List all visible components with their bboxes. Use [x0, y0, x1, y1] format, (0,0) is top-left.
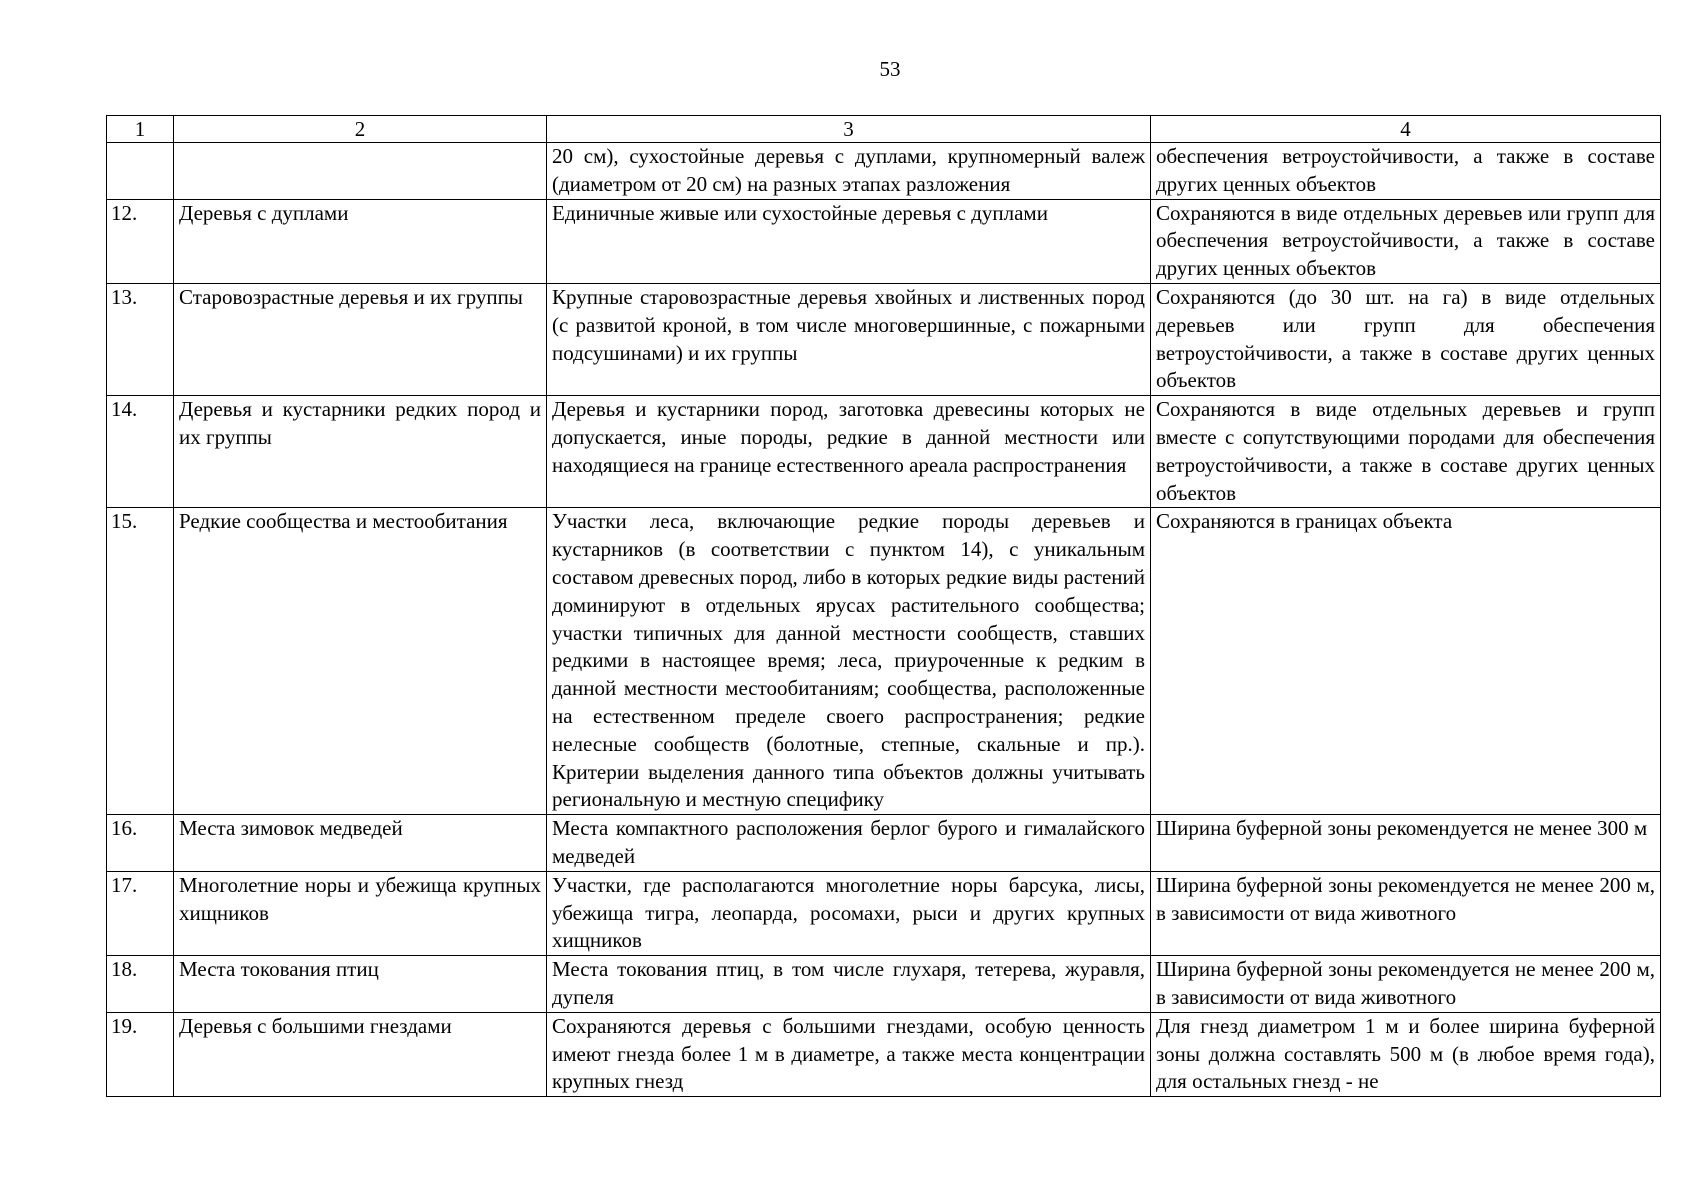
row-number: 14.: [107, 396, 174, 508]
table-row: [107, 283, 1661, 395]
row-number: 13.: [107, 283, 174, 395]
column-header: 2: [174, 116, 547, 143]
table-row: [107, 956, 1661, 1013]
table-row: [107, 143, 1661, 200]
object-description: Участки, где располагаются многолетние норы барсука, лисы, убежища тигра, леопарда, росомахи, рыси и других крупных хищников: [547, 871, 1151, 955]
preservation-measures: Ширина буферной зоны рекомендуется не менее 200 м, в зависимости от вида животного: [1151, 871, 1661, 955]
preservation-measures: Ширина буферной зоны рекомендуется не менее 300 м: [1151, 815, 1661, 872]
criteria-table: [106, 115, 1661, 1097]
column-header: 1: [107, 116, 174, 143]
object-name: Места токования птиц: [174, 956, 547, 1013]
object-name: Деревья с дуплами: [174, 199, 547, 283]
preservation-measures: Сохраняются в виде отдельных деревьев и групп вместе с сопутствующими породами для обеспечения ветроустойчивости, а также в составе других ценных объектов: [1151, 396, 1661, 508]
object-name: Старовозрастные деревья и их группы: [174, 283, 547, 395]
table-row: [107, 199, 1661, 283]
row-number: 18.: [107, 956, 174, 1013]
table-row: [107, 871, 1661, 955]
preservation-measures: Сохраняются (до 30 шт. на га) в виде отдельных деревьев или групп для обеспечения ветроустойчивости, а также в составе других ценных объектов: [1151, 283, 1661, 395]
object-name: Деревья и кустарники редких пород и их группы: [174, 396, 547, 508]
preservation-measures: Сохраняются в границах объекта: [1151, 508, 1661, 815]
object-name: Редкие сообщества и местообитания: [174, 508, 547, 815]
object-description: Места компактного расположения берлог бурого и гималайского медведей: [547, 815, 1151, 872]
page-number: 53: [879, 57, 901, 81]
row-number: 16.: [107, 815, 174, 872]
object-description: Крупные старовозрастные деревья хвойных и лиственных пород (с развитой кроной, в том числе многовершинные, с пожарными подсушинами) и их группы: [547, 283, 1151, 395]
object-description: Деревья и кустарники пород, заготовка древесины которых не допускается, иные породы, редкие в данной местности или находящиеся на границе естественного ареала распространения: [547, 396, 1151, 508]
preservation-measures: обеспечения ветроустойчивости, а также в составе других ценных объектов: [1151, 143, 1661, 200]
object-description: Участки леса, включающие редкие породы деревьев и кустарников (в соответствии с пунктом 14), с уникальным составом древесных пород, либо в которых редкие виды растений доминируют в отдельных ярусах растительного сообщества; участки типичных для данной местности сообществ, ставших редкими в настоящее время; леса, приуроченные к редким в данной местности местообитаниям; сообщества, расположенные на естественном пределе своего распространения; редкие нелесные сообществ (болотные, степные, скальные и пр.). Критерии выделения данного типа объектов должны учитывать региональную и местную специфику: [547, 508, 1151, 815]
row-number: 12.: [107, 199, 174, 283]
row-number: [107, 143, 174, 200]
row-number: 17.: [107, 871, 174, 955]
column-header: 3: [547, 116, 1151, 143]
column-header: 4: [1151, 116, 1661, 143]
object-name: Деревья с большими гнездами: [174, 1012, 547, 1096]
object-description: Единичные живые или сухостойные деревья с дуплами: [547, 199, 1151, 283]
preservation-measures: Ширина буферной зоны рекомендуется не менее 200 м, в зависимости от вида животного: [1151, 956, 1661, 1013]
table-row: [107, 815, 1661, 872]
row-number: 15.: [107, 508, 174, 815]
object-description: 20 см), сухостойные деревья с дуплами, крупномерный валеж (диаметром от 20 см) на разных этапах разложения: [547, 143, 1151, 200]
table-row: [107, 1012, 1661, 1096]
preservation-measures: Сохраняются в виде отдельных деревьев или групп для обеспечения ветроустойчивости, а также в составе других ценных объектов: [1151, 199, 1661, 283]
object-name: [174, 143, 547, 200]
object-description: Сохраняются деревья с большими гнездами, особую ценность имеют гнезда более 1 м в диаметре, а также места концентрации крупных гнезд: [547, 1012, 1151, 1096]
preservation-measures: Для гнезд диаметром 1 м и более ширина буферной зоны должна составлять 500 м (в любое время года), для остальных гнезд - не: [1151, 1012, 1661, 1096]
table-row: [107, 508, 1661, 815]
object-name: Места зимовок медведей: [174, 815, 547, 872]
row-number: 19.: [107, 1012, 174, 1096]
object-name: Многолетние норы и убежища крупных хищников: [174, 871, 547, 955]
table-header-row: [107, 116, 1661, 143]
table-row: [107, 396, 1661, 508]
object-description: Места токования птиц, в том числе глухаря, тетерева, журавля, дупеля: [547, 956, 1151, 1013]
